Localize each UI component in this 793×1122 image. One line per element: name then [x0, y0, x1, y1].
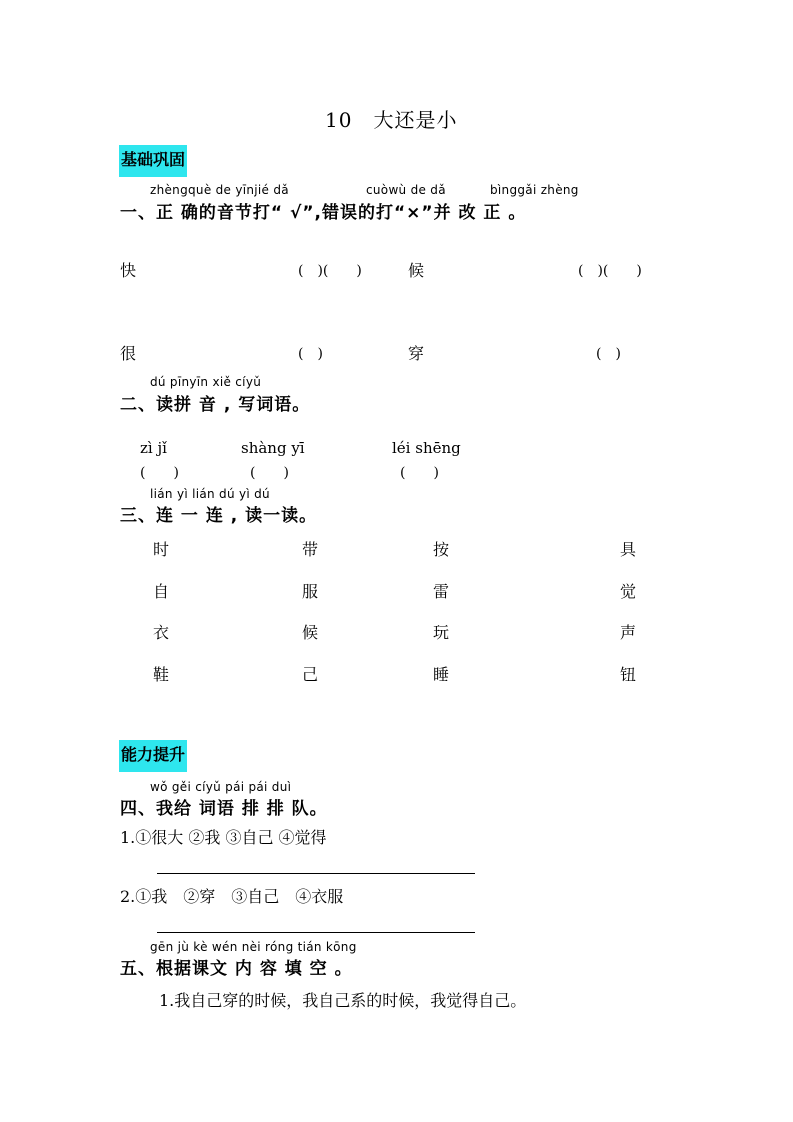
q4-item-1: 1.①很大 ②我 ③自己 ④觉得 [120, 828, 327, 847]
q5-item-1: 1.我自己穿的时候，我自己系的时候，我觉得自己。 [159, 991, 527, 1010]
q3-char[interactable]: 具 [620, 540, 637, 559]
q3-char[interactable]: 按 [433, 540, 450, 559]
q3-char[interactable]: 自 [153, 582, 170, 601]
q3-char[interactable]: 钮 [620, 665, 637, 684]
q2-pinyin: dú pīnyīn xiě cíyǔ [150, 375, 262, 389]
q1-char-hen: 很 [120, 344, 137, 363]
q3-char[interactable]: 衣 [153, 623, 170, 642]
q3-pinyin: lián yì lián dú yì dú [150, 487, 270, 501]
q3-char[interactable]: 时 [153, 540, 170, 559]
q4-heading: 四、我给 词语 排 排 队。 [120, 799, 328, 819]
q3-char[interactable]: 觉 [620, 582, 637, 601]
q2-word-pinyin-3: léi shēng [392, 439, 461, 457]
q1-paren-hen[interactable]: ( ) [298, 346, 323, 362]
q1-char-hou: 候 [408, 261, 425, 280]
q3-char[interactable]: 己 [302, 665, 319, 684]
q3-char[interactable]: 候 [302, 623, 319, 642]
q2-heading: 二、读拼 音 , 写词语。 [120, 395, 311, 415]
q2-word-pinyin-2: shàng yī [241, 439, 305, 457]
q3-char[interactable]: 玩 [433, 623, 450, 642]
q4-pinyin: wǒ gěi cíyǔ pái pái duì [150, 780, 292, 794]
q3-char[interactable]: 雷 [433, 582, 450, 601]
section-label-advanced: 能力提升 [119, 740, 187, 772]
q4-item-2: 2.①我 ②穿 ③自己 ④衣服 [120, 887, 344, 906]
q2-answer-paren-3[interactable]: ( ) [400, 465, 439, 481]
q1-pinyin-2: cuòwù de dǎ [366, 183, 446, 197]
q4-answer-line-1[interactable] [157, 873, 475, 874]
q2-word-pinyin-1: zì jǐ [140, 439, 167, 457]
q3-char[interactable]: 服 [302, 582, 319, 601]
q1-paren-hou[interactable]: ( )( ) [578, 263, 642, 279]
q5-pinyin: gēn jù kè wén nèi róng tián kōng [150, 940, 357, 954]
q4-answer-line-2[interactable] [157, 932, 475, 933]
q1-heading: 一、正 确的音节打“ √”,错误的打“×”并 改 正 。 [120, 203, 527, 223]
q5-heading: 五、根据课文 内 容 填 空 。 [120, 959, 353, 979]
q1-char-kuai: 快 [120, 261, 137, 280]
section-label-basic: 基础巩固 [119, 145, 187, 177]
q2-answer-paren-1[interactable]: ( ) [140, 465, 179, 481]
q2-answer-paren-2[interactable]: ( ) [250, 465, 289, 481]
q3-char[interactable]: 睡 [433, 665, 450, 684]
page-title: 10 大还是小 [325, 108, 458, 132]
q1-paren-kuai[interactable]: ( )( ) [298, 263, 362, 279]
q3-char[interactable]: 声 [620, 623, 637, 642]
q3-char[interactable]: 鞋 [153, 665, 170, 684]
q1-pinyin-1: zhèngquè de yīnjié dǎ [150, 183, 289, 197]
q1-paren-chuan[interactable]: ( ) [596, 346, 621, 362]
q1-pinyin-3: bìnggǎi zhèng [490, 183, 579, 197]
q3-heading: 三、连 一 连 , 读一读。 [120, 506, 318, 526]
q1-char-chuan: 穿 [408, 344, 425, 363]
q3-char[interactable]: 带 [302, 540, 319, 559]
